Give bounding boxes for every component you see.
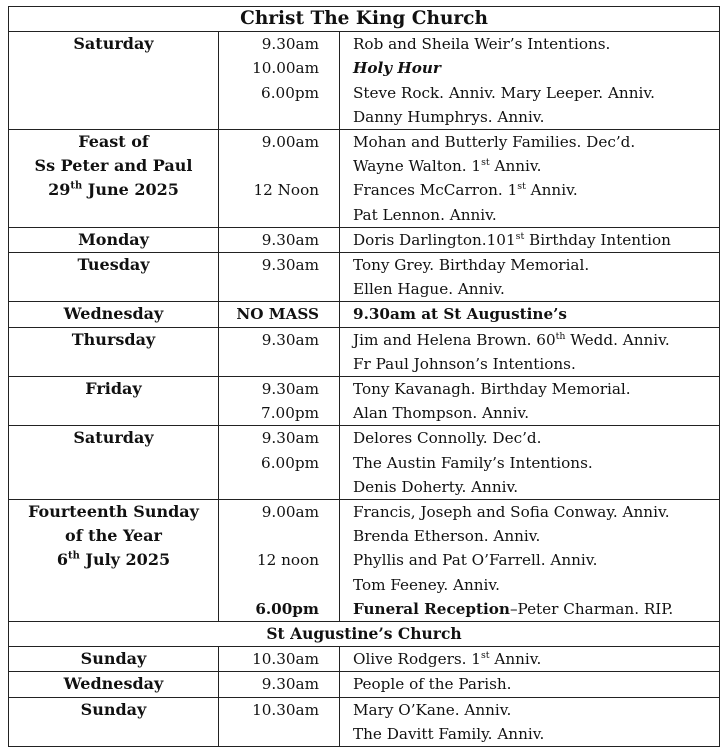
ordinal-suffix: st bbox=[515, 230, 525, 242]
day-cell bbox=[9, 426, 219, 500]
mass-time: 12 Noon bbox=[253, 181, 319, 200]
intention-line: Wayne Walton. 1st Anniv. bbox=[353, 157, 542, 176]
time-cell bbox=[219, 327, 340, 376]
day-label: Fourteenth Sunday bbox=[28, 502, 199, 522]
day-label: Wednesday bbox=[63, 304, 164, 324]
intentions-cell bbox=[340, 302, 720, 327]
ordinal-suffix: st bbox=[481, 157, 490, 169]
intention-line: Danny Humphrys. Anniv. bbox=[353, 107, 545, 126]
day-label: Saturday bbox=[73, 428, 154, 448]
schedule-row bbox=[9, 227, 720, 252]
mass-time: 9.30am bbox=[261, 380, 319, 399]
intention-part: Funeral Reception bbox=[353, 599, 510, 618]
mass-schedule-body bbox=[9, 7, 720, 747]
day-cell bbox=[9, 697, 219, 746]
mass-time: 9.30am bbox=[261, 256, 319, 275]
day-cell bbox=[9, 227, 219, 252]
day-cell bbox=[9, 377, 219, 426]
ordinal-suffix: th bbox=[555, 330, 566, 342]
mass-time: 9.30am bbox=[261, 330, 319, 349]
day-cell bbox=[9, 130, 219, 228]
augustine-schedule-row bbox=[9, 697, 720, 746]
day-cell bbox=[9, 302, 219, 327]
mass-time: 10.00am bbox=[252, 59, 319, 78]
intention-line: Francis, Joseph and Sofia Conway. Anniv. bbox=[353, 503, 670, 522]
mass-time: 10.30am bbox=[252, 700, 319, 719]
mass-time: 9.30am bbox=[261, 675, 319, 694]
time-cell bbox=[219, 130, 340, 228]
day-cell bbox=[9, 500, 219, 622]
mass-time: 9.30am bbox=[261, 230, 319, 249]
mass-schedule-table bbox=[8, 6, 720, 747]
day-label: 6th July 2025 bbox=[56, 550, 171, 570]
augustine-title-row bbox=[9, 622, 720, 647]
intentions-cell bbox=[340, 377, 720, 426]
ordinal-suffix: th bbox=[68, 551, 80, 563]
ordinal-suffix: st bbox=[480, 650, 490, 662]
mass-time: 6.00pm bbox=[261, 83, 319, 102]
intentions-cell bbox=[340, 697, 720, 746]
time-cell bbox=[219, 377, 340, 426]
day-label: Friday bbox=[85, 379, 142, 399]
intentions-cell bbox=[340, 426, 720, 500]
schedule-row bbox=[9, 302, 720, 327]
schedule-row bbox=[9, 32, 720, 130]
day-label: Feast of bbox=[78, 132, 149, 152]
day-cell bbox=[9, 253, 219, 302]
intention-line: The Austin Family’s Intentions. bbox=[353, 453, 593, 472]
mass-time: 9.30am bbox=[261, 35, 319, 54]
time-cell bbox=[219, 302, 340, 327]
intentions-cell bbox=[340, 647, 720, 672]
schedule-row bbox=[9, 377, 720, 426]
intention-line: Rob and Sheila Weir’s Intentions. bbox=[353, 35, 611, 54]
intention-line: Delores Connolly. Dec’d. bbox=[353, 429, 542, 448]
intention-line: Jim and Helena Brown. 60th Wedd. Anniv. bbox=[353, 330, 670, 349]
day-label: Monday bbox=[78, 229, 149, 249]
intention-line: Denis Doherty. Anniv. bbox=[353, 477, 519, 496]
schedule-row bbox=[9, 327, 720, 376]
mass-time-gap bbox=[219, 154, 319, 178]
day-cell bbox=[9, 32, 219, 130]
time-cell bbox=[219, 697, 340, 746]
intentions-cell bbox=[340, 130, 720, 228]
intentions-cell bbox=[340, 327, 720, 376]
intention-line: Steve Rock. Anniv. Mary Leeper. Anniv. bbox=[353, 83, 655, 102]
mass-time: 10.30am bbox=[252, 650, 319, 669]
augustine-title: St Augustine’s Church bbox=[9, 622, 720, 647]
mass-time: 6.00pm bbox=[261, 453, 319, 472]
intentions-cell bbox=[340, 227, 720, 252]
day-label: of the Year bbox=[65, 526, 162, 546]
intention-line: Tony Grey. Birthday Memorial. bbox=[353, 256, 590, 275]
time-cell bbox=[219, 500, 340, 622]
day-label: Tuesday bbox=[77, 255, 150, 275]
mass-time: 7.00pm bbox=[261, 404, 319, 423]
time-cell bbox=[219, 32, 340, 130]
intention-line: Phyllis and Pat O’Farrell. Anniv. bbox=[353, 551, 598, 570]
intention-line: The Davitt Family. Anniv. bbox=[353, 724, 545, 743]
mass-time-gap bbox=[219, 573, 319, 597]
time-cell bbox=[219, 227, 340, 252]
mass-time: 12 noon bbox=[256, 551, 319, 570]
time-cell bbox=[219, 426, 340, 500]
schedule-row bbox=[9, 253, 720, 302]
intention-line: Tony Kavanagh. Birthday Memorial. bbox=[353, 380, 631, 399]
day-cell bbox=[9, 647, 219, 672]
day-label: Ss Peter and Paul bbox=[34, 156, 193, 176]
schedule-row bbox=[9, 130, 720, 228]
day-label: Saturday bbox=[73, 34, 154, 54]
intention-line: Pat Lennon. Anniv. bbox=[353, 205, 497, 224]
mass-time: 9.30am bbox=[261, 429, 319, 448]
day-label: Thursday bbox=[71, 329, 156, 349]
intention-line: Holy Hour bbox=[353, 59, 441, 78]
day-label: 29th June 2025 bbox=[48, 180, 179, 200]
mass-time: 9.00am bbox=[261, 503, 319, 522]
schedule-row bbox=[9, 426, 720, 500]
time-cell bbox=[219, 672, 340, 697]
intention-line: Brenda Etherson. Anniv. bbox=[353, 527, 541, 546]
intention-line: 9.30am at St Augustine’s bbox=[353, 305, 567, 324]
time-cell bbox=[219, 647, 340, 672]
intentions-cell bbox=[340, 32, 720, 130]
intentions-cell bbox=[340, 253, 720, 302]
schedule-row bbox=[9, 500, 720, 622]
day-label: Sunday bbox=[80, 649, 147, 669]
intentions-cell bbox=[340, 500, 720, 622]
intention-line: Doris Darlington.101st Birthday Intention bbox=[353, 230, 671, 249]
church-title-row bbox=[9, 7, 720, 32]
intention-line: Frances McCarron. 1st Anniv. bbox=[353, 181, 578, 200]
ordinal-suffix: st bbox=[517, 181, 526, 193]
intention-line: Mary O’Kane. Anniv. bbox=[353, 700, 512, 719]
time-cell bbox=[219, 253, 340, 302]
intention-line: Ellen Hague. Anniv. bbox=[353, 280, 505, 299]
intention-line bbox=[353, 597, 719, 621]
intention-line: Mohan and Butterly Families. Dec’d. bbox=[353, 133, 636, 152]
augustine-schedule-row bbox=[9, 672, 720, 697]
mass-time: NO MASS bbox=[236, 305, 319, 324]
mass-time-gap bbox=[219, 524, 319, 548]
intentions-cell bbox=[340, 672, 720, 697]
intention-line: Fr Paul Johnson’s Intentions. bbox=[353, 354, 576, 373]
mass-time: 9.00am bbox=[261, 133, 319, 152]
intention-line: Tom Feeney. Anniv. bbox=[353, 575, 500, 594]
intention-line: Olive Rodgers. 1st Anniv. bbox=[353, 650, 542, 669]
day-label: Sunday bbox=[80, 699, 147, 719]
augustine-schedule-row bbox=[9, 647, 720, 672]
day-cell bbox=[9, 672, 219, 697]
church-title: Christ The King Church bbox=[9, 7, 720, 32]
ordinal-suffix: th bbox=[70, 181, 83, 193]
day-label: Wednesday bbox=[63, 674, 164, 694]
intention-part: –Peter Charman. RIP. bbox=[509, 599, 674, 618]
intention-line: Alan Thompson. Anniv. bbox=[353, 404, 530, 423]
day-cell bbox=[9, 327, 219, 376]
mass-time: 6.00pm bbox=[255, 599, 319, 618]
intention-line: People of the Parish. bbox=[353, 675, 512, 694]
